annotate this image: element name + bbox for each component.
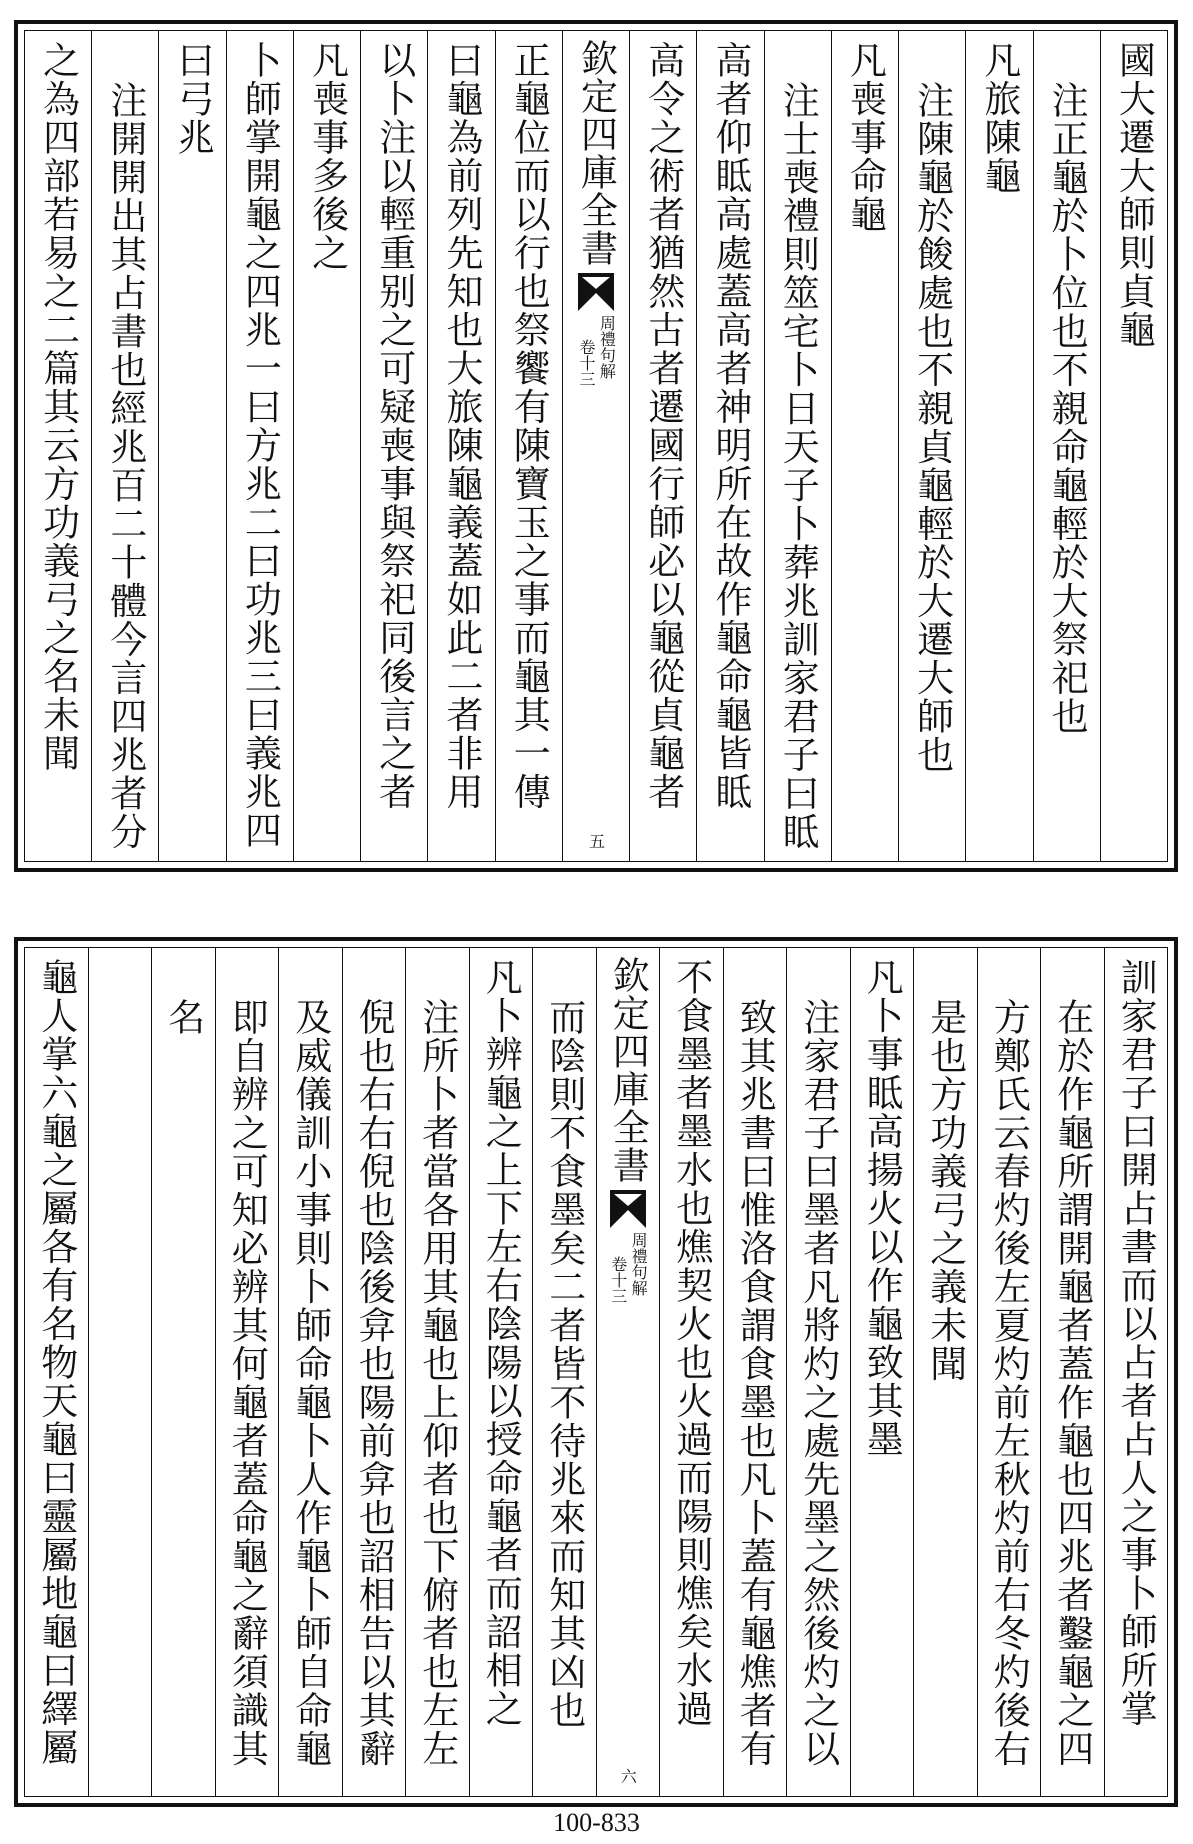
text-column [965, 31, 1032, 861]
text-column [215, 948, 279, 1796]
fish-tail-mark-icon [578, 273, 614, 311]
text-column [786, 948, 850, 1796]
column-text: 凡喪事命龜 [843, 41, 887, 234]
text-column [629, 31, 696, 861]
text-column [659, 948, 723, 1796]
column-text: 即自辨之可知必辨其何龜者蓋命龜之辭須識其 [225, 998, 269, 1768]
text-column [91, 31, 158, 861]
center-fold-column [562, 31, 629, 861]
center-fold-column [596, 948, 660, 1796]
text-column [151, 948, 215, 1796]
text-column [723, 948, 787, 1796]
book-subtitle: 周禮句解 [597, 315, 617, 379]
text-column [898, 31, 965, 861]
column-text: 訓家君子曰開占書而以占者占人之事卜師所掌 [1114, 958, 1158, 1728]
column-text: 在於作龜所謂開龜者蓋作龜也四兆者鑿龜之四 [1050, 998, 1094, 1768]
text-column [226, 31, 293, 861]
text-column [913, 948, 977, 1796]
text-column [1040, 948, 1104, 1796]
column-text: 龜人掌六龜之屬各有名物天龜曰靈屬地龜曰繹屬 [34, 958, 78, 1767]
text-columns [25, 31, 1167, 861]
volume-label [577, 311, 616, 387]
column-text: 凡喪事多後之 [305, 41, 349, 272]
text-column [764, 31, 831, 861]
page-number: 100-833 [553, 1808, 640, 1837]
text-column [427, 31, 494, 861]
page-frame [24, 30, 1168, 862]
column-text: 注士喪禮則筮宅卜日天子卜葬兆訓家君子曰眡 [776, 81, 820, 851]
volume-number: 卷十三 [577, 339, 596, 387]
column-text: 正龜位而以行也祭饗有陳寶玉之事而龜其一傳 [507, 41, 551, 811]
column-text: 而陰則不食墨矣二者皆不待兆來而知其凶也 [542, 998, 586, 1730]
column-text: 以卜注以輕重别之可疑喪事與祭祀同後言之者 [372, 41, 416, 811]
column-text: 國大遷大師則貞龜 [1112, 41, 1156, 349]
column-text: 是也方功義弓之義未聞 [923, 998, 967, 1383]
column-text: 凡卜辨龜之上下左右陰陽以授命龜者而詔相之 [479, 958, 523, 1728]
column-text: 方鄭氏云春灼後左夏灼前左秋灼前右冬灼後右 [987, 998, 1031, 1768]
column-text: 凡卜事眡高揚火以作龜致其墨 [860, 958, 904, 1459]
column-text: 高令之術者猶然古者遷國行師必以龜從貞龜者 [641, 41, 685, 811]
page-bottom [14, 937, 1178, 1807]
text-column [1033, 31, 1100, 861]
text-column [88, 948, 152, 1796]
text-columns [25, 948, 1167, 1796]
text-column [25, 31, 91, 861]
text-column [696, 31, 763, 861]
text-column [158, 31, 225, 861]
text-column [405, 948, 469, 1796]
column-text: 不食墨者墨水也燋契火也火過而陽則燋矣水過 [669, 958, 713, 1728]
volume-number: 卷十三 [608, 1256, 628, 1304]
column-text: 注陳龜於餕處也不親貞龜輕於大遷大師也 [910, 81, 954, 774]
book-title: 欽定四庫全書 [574, 39, 618, 267]
text-column [1100, 31, 1167, 861]
text-column [850, 948, 914, 1796]
column-text: 曰弓兆 [171, 41, 215, 157]
text-column [278, 948, 342, 1796]
column-text: 注家君子曰墨者凡將灼之處先墨之然後灼之以 [796, 998, 840, 1768]
page-top [14, 20, 1178, 872]
column-text: 之為四部若易之二篇其云方功義弓之名未聞 [36, 41, 80, 773]
leaf-number: 六 [618, 1768, 638, 1784]
volume-label [608, 1228, 647, 1304]
column-text: 致其兆書曰惟洛食謂食墨也凡卜蓋有龜燋者有 [733, 998, 777, 1768]
column-text: 卜師掌開龜之四兆一曰方兆二曰功兆三曰義兆四 [238, 41, 282, 850]
column-text: 注開開出其占書也經兆百二十體今言四兆者分 [103, 81, 147, 851]
book-title: 欽定四庫全書 [606, 956, 650, 1184]
text-column [25, 948, 88, 1796]
text-column [495, 31, 562, 861]
text-column [469, 948, 533, 1796]
page-frame [24, 947, 1168, 1797]
text-column [342, 948, 406, 1796]
leaf-number: 五 [586, 833, 606, 849]
text-column [831, 31, 898, 861]
column-text: 倪也右右倪也陰後弇也陽前弇也詔相告以其辭 [352, 998, 396, 1768]
book-subtitle: 周禮句解 [629, 1232, 649, 1296]
text-column [532, 948, 596, 1796]
column-text: 及威儀訓小事則卜師命龜卜人作龜卜師自命龜 [288, 998, 332, 1768]
column-text: 曰龜為前列先知也大旅陳龜義蓋如此二者非用 [440, 41, 484, 811]
column-text: 凡旅陳龜 [977, 41, 1021, 195]
column-text: 名 [161, 998, 205, 1037]
column-text: 高者仰眡高處蓋高者神明所在故作龜命龜皆眡 [708, 41, 752, 811]
fish-tail-mark-icon [610, 1190, 646, 1228]
text-column [977, 948, 1041, 1796]
text-column [1104, 948, 1168, 1796]
text-column [360, 31, 427, 861]
text-column [293, 31, 360, 861]
column-text: 注正龜於卜位也不親命龜輕於大祭祀也 [1045, 81, 1089, 736]
column-text: 注所卜者當各用其龜也上仰者也下俯者也左左 [415, 998, 459, 1768]
